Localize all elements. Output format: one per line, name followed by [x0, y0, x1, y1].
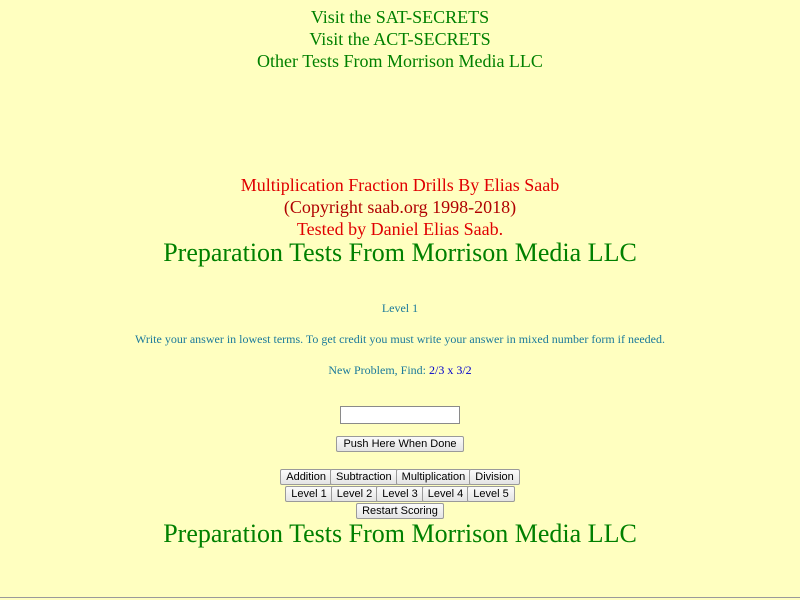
- level-buttons: [0, 486, 800, 502]
- subtraction-button[interactable]: Subtraction: [330, 469, 398, 485]
- operation-buttons: [0, 469, 800, 485]
- act-secrets-link[interactable]: Visit the ACT-SECRETS: [309, 29, 491, 49]
- problem-prefix: New Problem, Find:: [328, 363, 429, 377]
- instructions-text: Write your answer in lowest terms. To get credit you must write your answer in mixed number form if needed.: [135, 332, 665, 346]
- problem-expression: 2/3 x 3/2: [429, 363, 472, 377]
- submit-answer-button[interactable]: Push Here When Done: [336, 436, 463, 452]
- tested-by-text: Tested by Daniel Elias Saab.: [296, 219, 504, 239]
- copyright-text: (Copyright saab.org 1998-2018): [283, 197, 517, 217]
- footer-banner: Preparation Tests From Morrison Media LLC: [163, 519, 637, 548]
- multiplication-button[interactable]: Multiplication: [396, 469, 472, 485]
- level-1-button[interactable]: Level 1: [285, 486, 332, 502]
- other-tests-link[interactable]: Other Tests From Morrison Media LLC: [257, 51, 543, 71]
- restart-row: [0, 503, 800, 519]
- restart-scoring-button[interactable]: Restart Scoring: [356, 503, 444, 519]
- level-4-button[interactable]: Level 4: [422, 486, 469, 502]
- level-indicator: Level 1: [381, 301, 419, 315]
- page-title: Multiplication Fraction Drills By Elias Saab: [240, 175, 560, 195]
- submit-row: [0, 436, 800, 452]
- answer-row: [0, 406, 800, 424]
- level-3-button[interactable]: Level 3: [376, 486, 423, 502]
- answer-input[interactable]: [340, 406, 460, 424]
- bottom-divider: [0, 597, 800, 598]
- level-5-button[interactable]: Level 5: [467, 486, 514, 502]
- preparation-banner: Preparation Tests From Morrison Media LLC: [163, 238, 637, 267]
- problem-line: [0, 362, 800, 378]
- division-button[interactable]: Division: [469, 469, 520, 485]
- addition-button[interactable]: Addition: [280, 469, 332, 485]
- sat-secrets-link[interactable]: Visit the SAT-SECRETS: [310, 7, 490, 27]
- level-2-button[interactable]: Level 2: [331, 486, 378, 502]
